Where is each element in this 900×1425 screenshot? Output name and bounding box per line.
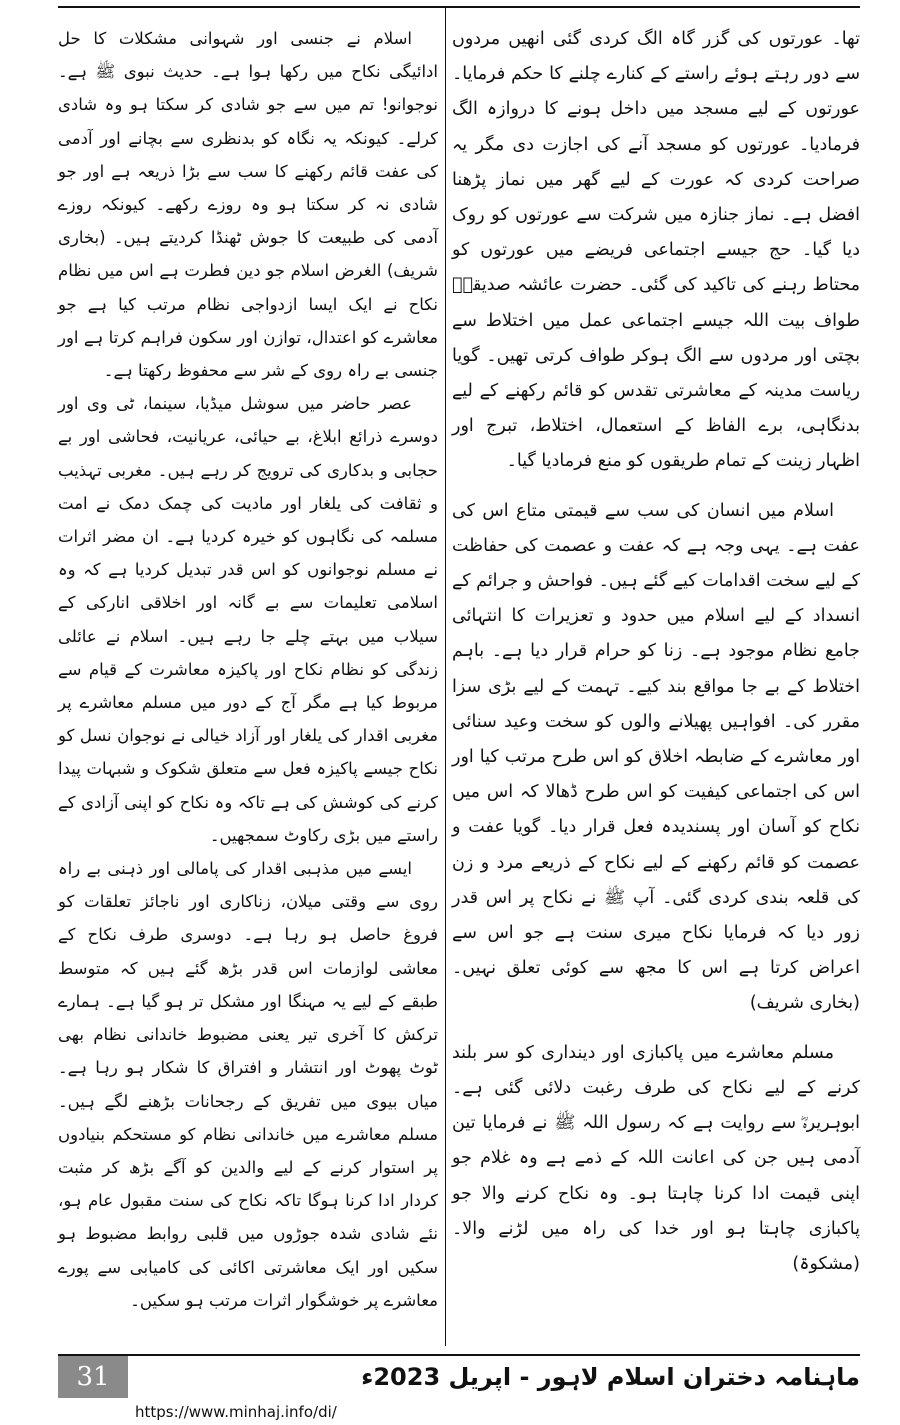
bottom-rule bbox=[58, 1354, 860, 1356]
column-divider bbox=[445, 6, 446, 1346]
left-paragraph-3: ایسے میں مذہبی اقدار کی پامالی اور ذہنی بے راہ روی سے وقتی میلان، زناکاری اور ناجائز تعلقات کو فروغ حاصل ہو رہا ہے۔ دوسری طرف نکاح کے معاشی لوازمات اس قدر بڑھ گئے ہیں کہ متوسط طبقے کے لیے یہ مہنگا اور مشکل تر ہو گیا ہے۔ ہمارے ترکش کا آخری تیر یعنی مضبوط خاندانی نظام بھی ٹوٹ پھوٹ اور انتشار و افتراق کا شکار ہو رہا ہے۔ میاں بیوی میں تفریق کے رجحانات بڑھنے لگے ہیں۔ مسلم معاشرے میں خاندانی نظام کو مستحکم بنیادوں پر استوار کرنے کے لیے والدین کو آگے بڑھ کر مثبت کردار ادا کرنا ہوگا تاکہ نکاح کی سنت مقبول عام ہو، نئے شادی شدہ جوڑوں میں قلبی روابط مضبوط ہو سکیں اور ایک معاشرتی اکائی کی کامیابی سے پورے معاشرے پر خوشگوار اثرات مرتب ہو سکیں۔ bbox=[58, 859, 438, 1310]
top-rule bbox=[58, 6, 860, 8]
magazine-masthead: ماہنامہ دختران اسلام لاہور - اپریل 2023ء bbox=[361, 1363, 860, 1391]
right-column bbox=[452, 22, 860, 1282]
left-paragraph-2: عصر حاضر میں سوشل میڈیا، سینما، ٹی وی اور دوسرے ذرائع ابلاغ، بے حیائی، عریانیت، فحاشی اور بے حجابی و بدکاری کی ترویج کر رہے ہیں۔ مغربی تہذیب و ثقافت کی یلغار اور مادیت کی چمک دمک نے امت مسلمہ کی نگاہوں کو خیرہ کردیا ہے۔ ان مضر اثرات نے مسلم نوجوانوں کو اس قدر تبدیل کردیا ہے کہ وہ اسلامی تعلیمات سے بے گانہ اور اخلاقی انارکی کے سیلاب میں بہتے چلے جا رہے ہیں۔ اسلام نے عائلی زندگی کو نظام نکاح اور پاکیزہ معاشرت کے قیام سے مربوط کیا ہے مگر آج کے دور میں مسلم معاشرے پر مغربی اقدار کی یلغار اور آزاد خیالی نے نوجوان نسل کو نکاح جیسے پاکیزہ فعل سے متعلق شکوک و شبہات پیدا کرنے کی کوشش کی ہے تاکہ وہ نکاح کو اپنی آزادی کے راستے میں بڑی رکاوٹ سمجھیں۔ bbox=[58, 394, 438, 845]
source-url[interactable]: https://www.minhaj.info/di/ bbox=[135, 1403, 337, 1421]
left-paragraph-1: اسلام نے جنسی اور شہوانی مشکلات کا حل ادائیگی نکاح میں رکھا ہوا ہے۔ حدیث نبوی ﷺ ہے۔ نوجوانو! تم میں سے جو شادی کر سکتا ہو وہ شادی کرلے۔ کیونکہ یہ نگاہ کو بدنظری سے بچانے اور آدمی کی عفت قائم رکھنے کا سب سے بڑا ذریعہ ہے اور جو شادی نہ کر سکتا ہو وہ روزے رکھے۔ کیونکہ روزے آدمی کی طبیعت کا جوش ٹھنڈا کردیتے ہیں۔ (بخاری شریف) الغرض اسلام جو دین فطرت ہے اس میں نظام نکاح نے ایک ایسا ازدواجی نظام مرتب کیا ہے جو معاشرے کو اعتدال، توازن اور سکون فراہم کرتا ہے اور جنسی بے راہ روی کے شر سے محفوظ رکھتا ہے۔ bbox=[58, 29, 438, 381]
right-paragraph-3: مسلم معاشرے میں پاکبازی اور دینداری کو سر بلند کرنے کے لیے نکاح کی طرف رغبت دلائی گئی ہے۔ ابوہریرہؓ سے روایت ہے کہ رسول اللہ ﷺ نے فرمایا تین آدمی ہیں جن کی اعانت اللہ کے ذمے ہے وہ غلام جو اپنی قیمت ادا کرنا چاہتا ہو۔ وہ نکاح کرنے والا جو پاکبازی چاہتا ہو اور خدا کی راہ میں لڑنے والا۔ (مشکوۃ) bbox=[452, 1042, 860, 1274]
page-number: 31 bbox=[58, 1356, 128, 1398]
right-paragraph-1: تھا۔ عورتوں کی گزر گاہ الگ کردی گئی انھیں مردوں سے دور رہتے ہوئے راستے کے کنارے چلنے کا حکم فرمایا۔ عورتوں کے لیے مسجد میں داخل ہونے کا دروازہ الگ فرمادیا۔ عورتوں کو مسجد آنے کی اجازت دی مگر یہ صراحت کردی کہ عورت کے لیے گھر میں نماز پڑھنا افضل ہے۔ نماز جنازہ میں شرکت سے عورتوں کو روک دیا گیا۔ حج جیسے اجتماعی فریضے میں عورتوں کو محتاط رہنے کی تاکید کی گئی۔ حضرت عائشہ صدیقہؓ طواف بیت اللہ جیسے اجتماعی عمل میں اختلاط سے بچتی اور مردوں سے الگ ہوکر طواف کرتی تھیں۔ گویا ریاست مدینہ کے معاشرتی تقدس کو قائم رکھنے کے لیے بدنگاہی، برے الفاظ کے استعمال، اختلاط، تبرج اور اظہار زینت کے تمام طریقوں کو منع فرمادیا گیا۔ bbox=[452, 29, 860, 472]
right-paragraph-2: اسلام میں انسان کی سب سے قیمتی متاع اس کی عفت ہے۔ یہی وجہ ہے کہ عفت و عصمت کی حفاظت کے لیے سخت اقدامات کیے گئے ہیں۔ فواحش و جرائم کے انسداد کے لیے اسلام میں حدود و تعزیرات کا انتہائی جامع نظام موجود ہے۔ زنا کو حرام قرار دیا ہے۔ باہم اختلاط کے بے جا مواقع بند کیے۔ تہمت کے لیے بڑی سزا مقرر کی۔ افواہیں پھیلانے والوں کو سخت وعید سنائی اور معاشرے کے ضابطہ اخلاق کو اس طرح مرتب کیا اور اس کی اجتماعی کیفیت کو اس طرح ڈھالا کہ اس میں نکاح کو آسان اور پسندیدہ فعل قرار دیا۔ گویا عفت و عصمت کو قائم رکھنے کے لیے نکاح کے ذریعے مرد و زن کی قلعہ بندی کردی گئی۔ آپ ﷺ نے نکاح پر اس قدر زور دیا کہ فرمایا نکاح میری سنت ہے جو اس سے اعراض کرتا ہے اس کا مجھ سے کوئی تعلق نہیں۔ (بخاری شریف) bbox=[452, 500, 860, 1014]
left-column bbox=[58, 22, 438, 1317]
